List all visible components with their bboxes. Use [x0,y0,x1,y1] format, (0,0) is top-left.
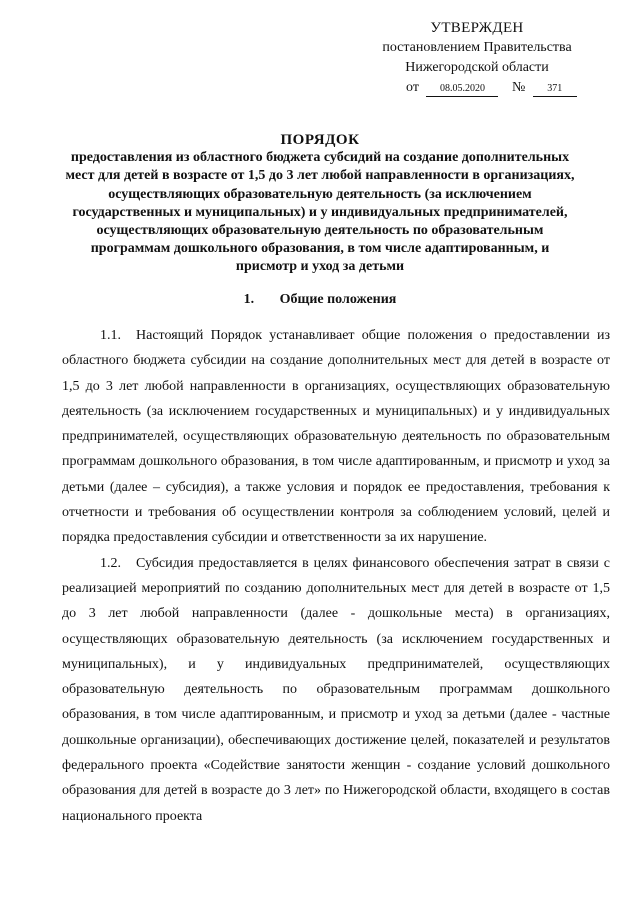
title-line-3: мест для детей в возрасте от 1,5 до 3 лет любой направленности в организациях, [65,168,575,184]
approval-line-2: Нижегородской области [405,60,549,75]
paragraph-text: Субсидия предоставляется в целях финансового обеспечения затрат в связи с реализацией мероприятий по созданию дополнительных мест для детей в возрасте от 1,5 до 3 лет любой направленности (далее - дошкольные места) в организациях, осуществляющих образовательную деятельность (за исключением государственных и муниципальных), и у индивидуальных предпринимателей, осуществляющих образовательную деятельность по образовательным программам дошкольного образования, в том числе адаптированным, и присмотр и уход за детьми (далее - частные дошкольные организации), обеспечивающих достижение целей, показателей и результатов федерального проекта «Содействие занятости женщин - создание условий дошкольного образования для детей в возрасте до 3 лет» по Нижегородской области, входящего в состав национального проекта [62,555,610,824]
title-line-8: присмотр и уход за детьми [235,259,405,275]
title-line-4: осуществляющих образовательную деятельность (за исключением [108,186,532,202]
approval-block [372,18,582,98]
approval-number-sign: № [511,80,526,95]
approval-date: 08.05.2020 [426,82,498,97]
body-text [62,323,610,829]
approval-number: 371 [533,82,577,97]
title-line-1: ПОРЯДОК [280,132,360,148]
paragraph-number: 1.1. [100,328,121,343]
approval-from-label: от [406,80,419,95]
section-number: 1. [243,292,255,307]
title-line-2: предоставления из областного бюджета субсидий на создание дополнительных [70,150,570,166]
paragraph-1-2 [62,551,610,829]
paragraph-number: 1.2. [100,555,121,571]
paragraph-1-1 [62,323,610,551]
approval-date-line [372,78,582,98]
document-title [50,131,590,277]
section-title: Общие положения [279,292,397,307]
approval-line-1: постановлением Правительства [382,40,572,55]
section-heading [0,291,640,309]
title-line-7: программам дошкольного образования, в том числе адаптированным, и [90,241,550,257]
title-line-6: осуществляющих образовательную деятельность по образовательным [96,223,544,239]
approval-heading: УТВЕРЖДЕН [430,20,524,36]
paragraph-text: Настоящий Порядок устанавливает общие положения о предоставлении из областного бюджета субсидии на создание дополнительных мест для детей в возрасте от 1,5 до 3 лет любой направленности в организациях, осуществляющих образовательную деятельность (за исключением государственных и муниципальных) и у индивидуальных предпринимателей, осуществляющих образовательную деятельность по образовательным программам дошкольного образования, в том числе адаптированным, и присмотр и уход за детьми (далее – субсидия), а также условия и порядок ее предоставления, требования к отчетности и требования об осуществлении контроля за соблюдением условий, целей и порядка предоставления субсидии и ответственности за их нарушение. [62,328,610,546]
title-line-5: государственных и муниципальных) и у индивидуальных предпринимателей, [72,204,568,220]
